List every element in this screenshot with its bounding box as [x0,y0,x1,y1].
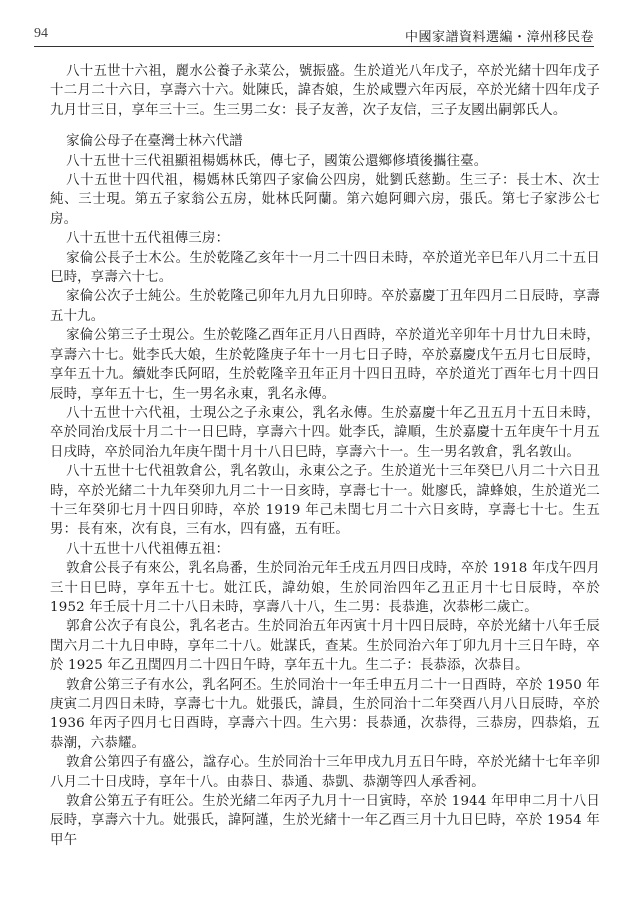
paragraph: 八十五世十七代祖敦倉公，乳名敦山，永東公之子。生於道光十三年癸巳八月二十六日丑時，卒於光緒二十九年癸卯九月二十一日亥時，享壽七十一。妣廖氏，諱蜂娘，生於道光二十三年癸卯七月十四日卯時，卒於 1919 年己未閏七月二十六日亥時，享壽七十七。生五男：長有來，次有良，三有水，四有盛，五有旺。 [50,464,600,538]
paragraph: 敦倉公長子有來公，乳名烏番，生於同治元年壬戌五月四日戌時，卒於 1918 年戊午四月三十日巳時，享年五十七。妣江氏，諱幼娘，生於同治四年乙丑正月十七日辰時，卒於 1952 年壬辰十月二十八日未時，享壽八十八，生二男：長恭進，次恭彬二歲亡。 [50,561,600,615]
running-title: 中國家譜資料選編・漳州移民卷 [404,30,594,45]
paragraph: 八十五世十六代祖，士現公之子永東公，乳名永傳。生於嘉慶十年乙丑五月十五日未時，卒於同治戊辰十月二十一日巳時，享壽六十四。妣李氏，諱順，生於嘉慶十五年庚午十月五日戌時，卒於同治九年庚午閏十月十八日巳時，享壽六十一。生一男名敦倉，乳名敦山。 [50,405,600,460]
paragraph: 敦倉公第三子有水公，乳名阿丕。生於同治十一年壬申五月二十一日酉時，卒於 1950 年庚寅二月四日未時，享壽七十九。妣張氏，諱員，生於同治十二年癸酉八月八日辰時，卒於 1936 年丙子四月七日酉時，享壽六十四。生六男：長恭通，次恭得，三恭房，四恭焰，五恭潮，六恭耀。 [50,677,600,751]
page-header [34,24,594,47]
paragraph: 郭倉公次子有良公，乳名老古。生於同治五年丙寅十月十四日辰時，卒於光緒十八年壬辰閏六月二十九日申時，享年二十八。妣謀氏，查某。生於同治六年丁卯九月十三日午時，卒於 1925 年乙丑閏四月二十四日午時，享年五十九。生二子：長恭添，次恭目。 [50,619,600,674]
section-heading: 家倫公母子在臺灣士林六代譜 [66,134,243,150]
paragraph: 八十五世十六祖，麗水公養子永菜公，號振盛。生於道光八年戊子，卒於光緒十四年戊子十二月二十六日，享壽六十六。妣陳氏，諱杏娘，生於咸豐六年丙辰，卒於光緒十四年戊子九月廿三日，享年三十三。生三男二女：長子友善，次子友信，三子友國出嗣郭氏人。 [50,64,600,118]
page-number: 94 [34,26,48,41]
paragraph: 八十五世十四代祖，楊媽林氏第四子家倫公四房，妣劉氏慈勤。生三子：長士木、次士純、三士現。第五子家翁公五房，妣林氏阿蘭。第六媳阿卿六房，張氏。第七子家涉公七房。 [50,173,600,227]
paragraph: 八十五世十三代祖顯祖楊媽林氏，傳七子，國策公還鄉修墳後攜往臺。 [66,153,488,169]
document-body [50,62,600,850]
paragraph: 家倫公第三子士現公。生於乾隆乙酉年正月八日酉時，卒於道光辛卯年十月廿九日未時，享壽六十七。妣李氏大娘，生於乾隆庚子年十一月七日子時，卒於嘉慶戊午五月七日辰時，享年五十九。續妣李氏阿昭，生於乾隆辛丑年正月十四日丑時，卒於道光丁酉年七月十四日辰時，享年五十七，生一男名永東，乳名永傳。 [50,328,600,402]
paragraph: 八十五世十八代祖傳五祖： [66,541,230,557]
paragraph: 敦倉公第四子有盛公，諡存心。生於同治十三年甲戌九月五日午時，卒於光緒十七年辛卯八月二十日戌時，享年十八。由恭日、恭通、恭凱、恭潮等四人承香祠。 [50,755,600,790]
paragraph: 家倫公長子士木公。生於乾隆乙亥年十一月二十四日未時，卒於道光辛巳年八月二十五日巳時，享壽六十七。 [50,250,600,286]
paragraph: 八十五世十五代祖傳三房： [66,231,230,247]
paragraph: 敦倉公第五子有旺公。生於光緒二年丙子九月十一日寅時，卒於 1944 年甲申二月十八日辰時，享壽六十九。妣張氏，諱阿謹，生於光緒十一年乙酉三月十九日巳時，卒於 1954 年甲午 [50,794,600,848]
paragraph: 家倫公次子士純公。生於乾隆己卯年九月九日卯時。卒於嘉慶丁丑年四月二日辰時，享壽五十九。 [50,289,600,324]
